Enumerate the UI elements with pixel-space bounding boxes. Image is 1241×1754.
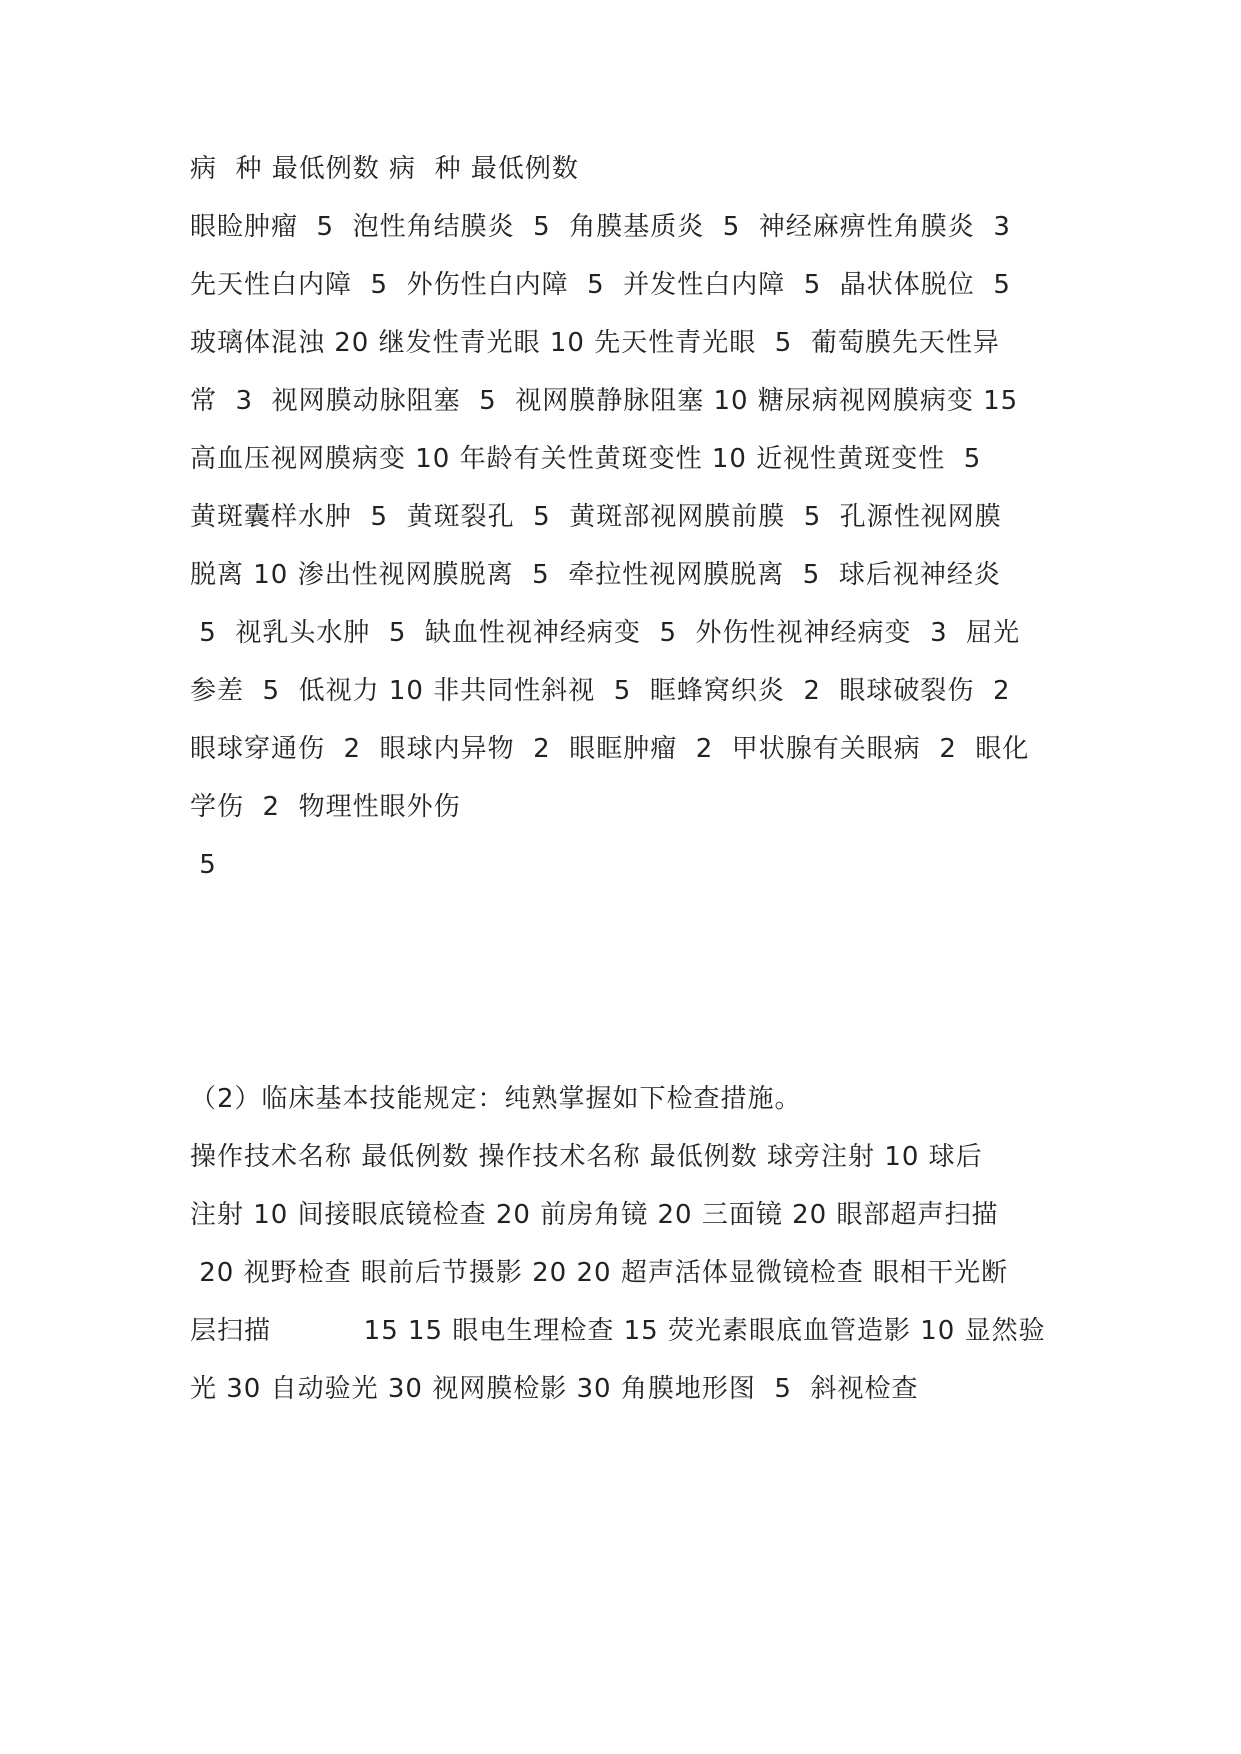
- text-line: 层扫描 15 15 眼电生理检查 15 荧光素眼底血管造影 10 显然验: [190, 1316, 1046, 1346]
- text-line: 学伤 2 物理性眼外伤: [190, 792, 461, 822]
- text-line: 5 视乳头水肿 5 缺血性视神经病变 5 外伤性视神经病变 3 屈光: [190, 618, 1021, 648]
- text-line: 脱离 10 渗出性视网膜脱离 5 牵拉性视网膜脱离 5 球后视神经炎: [190, 560, 1001, 590]
- text-line: 参差 5 低视力 10 非共同性斜视 5 眶蜂窝织炎 2 眼球破裂伤 2: [190, 676, 1011, 706]
- text-line: 5: [190, 850, 217, 880]
- text-line: 先天性白内障 5 外伤性白内障 5 并发性白内障 5 晶状体脱位 5: [190, 270, 1011, 300]
- text-line: 光 30 自动验光 30 视网膜检影 30 角膜地形图 5 斜视检查: [190, 1374, 919, 1404]
- section-heading: （2）临床基本技能规定：纯熟掌握如下检查措施。: [190, 1084, 802, 1114]
- text-line: 玻璃体混浊 20 继发性青光眼 10 先天性青光眼 5 葡萄膜先天性异: [190, 328, 1000, 358]
- text-line: 常 3 视网膜动脉阻塞 5 视网膜静脉阻塞 10 糖尿病视网膜病变 15: [190, 386, 1019, 416]
- text-line: 操作技术名称 最低例数 操作技术名称 最低例数 球旁注射 10 球后: [190, 1142, 983, 1172]
- text-line: 黄斑囊样水肿 5 黄斑裂孔 5 黄斑部视网膜前膜 5 孔源性视网膜: [190, 502, 1002, 532]
- text-line: 20 视野检查 眼前后节摄影 20 20 超声活体显微镜检查 眼相干光断: [190, 1258, 1009, 1288]
- table-header-line: 病 种 最低例数 病 种 最低例数: [190, 154, 579, 184]
- text-line: 高血压视网膜病变 10 年龄有关性黄斑变性 10 近视性黄斑变性 5: [190, 444, 982, 474]
- text-line: 注射 10 间接眼底镜检查 20 前房角镜 20 三面镜 20 眼部超声扫描: [190, 1200, 999, 1230]
- text-line: 眼睑肿瘤 5 泡性角结膜炎 5 角膜基质炎 5 神经麻痹性角膜炎 3: [190, 212, 1011, 242]
- text-line: 眼球穿通伤 2 眼球内异物 2 眼眶肿瘤 2 甲状腺有关眼病 2 眼化: [190, 734, 1030, 764]
